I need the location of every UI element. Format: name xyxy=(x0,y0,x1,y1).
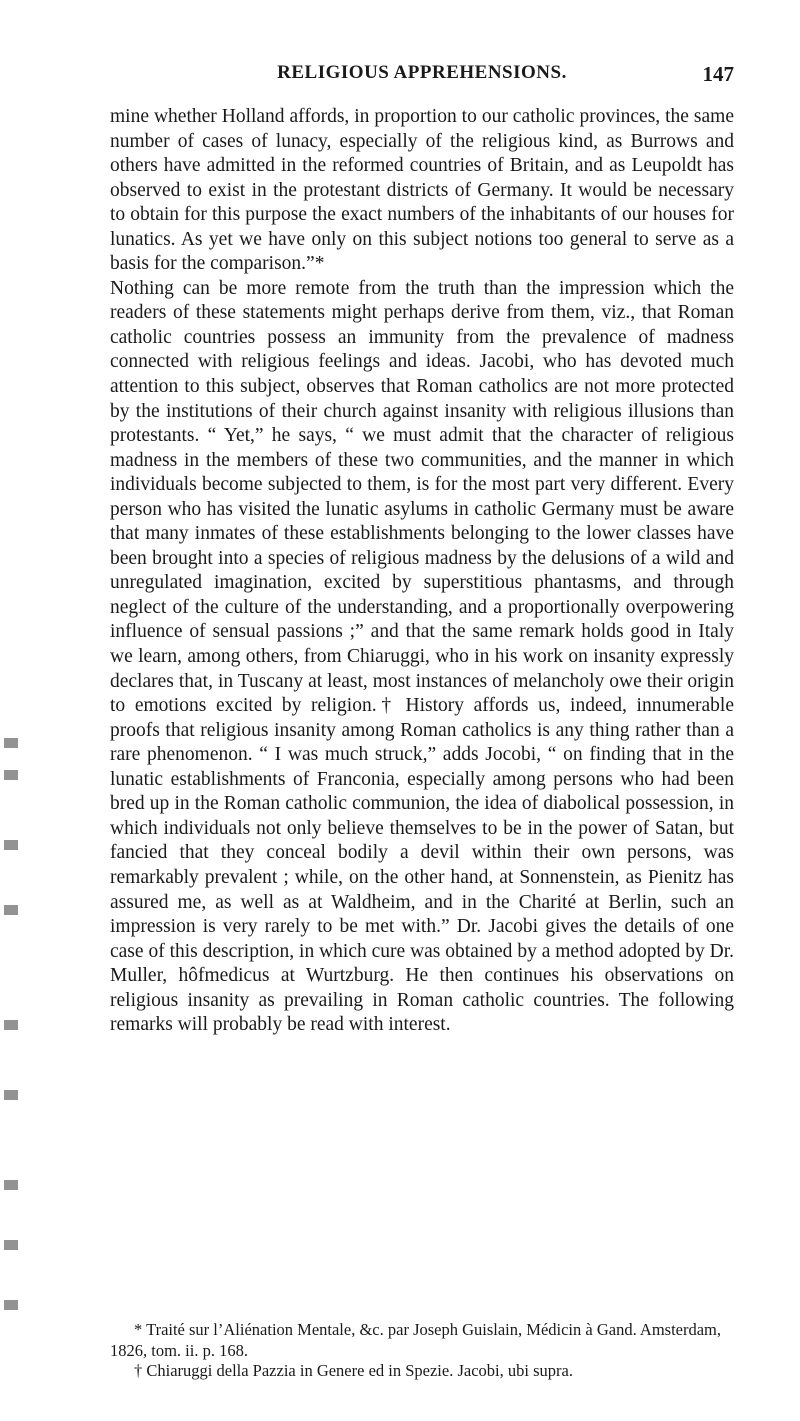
paragraph-continuation: mine whether Holland affords, in proportion to our catholic provinces, the same number of cases of lunacy, especially of the religious kind, as Burrows and others have admitted in the reformed countries of Britain, and as Leupoldt has observed to exist in the protestant districts of Germany. It would be necessary to obtain for this purpose the exact numbers of the inhabitants of our houses for lunatics. As yet we have only on this subject notions too general to serve as a basis for the comparison.”* xyxy=(110,106,734,275)
gutter-mark xyxy=(4,1020,18,1030)
page-number: 147 xyxy=(702,62,734,86)
binding-gutter-marks xyxy=(0,0,26,1421)
body-text xyxy=(110,105,734,1038)
footnote-chiaruggi: † Chiaruggi della Pazzia in Genere ed in Spezie. Jacobi, ubi supra. xyxy=(134,1361,573,1380)
gutter-mark xyxy=(4,738,18,748)
gutter-mark xyxy=(4,1240,18,1250)
gutter-mark xyxy=(4,905,18,915)
paragraph-main: Nothing can be more remote from the truth than the impression which the readers of these statements might perhaps derive from them, viz., that Roman catholic countries possess an immunity from the prevalence of madness connected with religious feelings and ideas. Jacobi, who has devoted much attention to this subject, observes that Roman catholics are not more protected by the institutions of their church against insanity with religious illusions than protestants. “ Yet,” he says, “ we must admit that the character of religious madness in the members of these two communities, and the manner in which individuals become subjected to them, is for the most part very different. Every person who has visited the lunatic asylums in catholic Germany must be aware that many inmates of these establishments belonging to the lower classes have been brought into a species of religious madness by the delusions of a wild and unregulated imagination, excited by superstitious phantasms, and through neglect of the culture of the understanding, and a proportionally overpowering influence of sensual passions ;” and that the same remark holds good in Italy we learn, among others, from Chiaruggi, who in his work on insanity expressly declares that, in Tuscany at least, most instances of melancholy owe their origin to emotions excited by religion.† History affords us, indeed, innumerable proofs that religious insanity among Roman catholics is any thing rather than a rare phenomenon. “ I was much struck,” adds Jocobi, “ on finding that in the lunatic establishments of Franconia, especially among persons who had been bred up in the Roman catholic communion, the idea of diabolical possession, in which individuals not only believe themselves to be in the power of Satan, but fancied that they conceal bodily a devil within their own persons, was remarkably prevalent ; while, on the other hand, at Sonnenstein, as Pienitz has assured me, as well as at Waldheim, and in the Charité at Berlin, such an impression is very rarely to be met with.” Dr. Jacobi gives the details of one case of this description, in which cure was obtained by a method adopted by Dr. Muller, hôfmedicus at Wurtzburg. He then continues his observations on religious insanity as prevailing in Roman catholic countries. The following remarks will probably be read with interest. xyxy=(110,277,734,1036)
footnotes xyxy=(110,1320,734,1382)
gutter-mark xyxy=(4,770,18,780)
page-header xyxy=(110,62,734,90)
gutter-mark xyxy=(4,1090,18,1100)
gutter-mark xyxy=(4,840,18,850)
running-head: RELIGIOUS APPREHENSIONS. xyxy=(277,62,567,83)
gutter-mark xyxy=(4,1180,18,1190)
gutter-mark xyxy=(4,1300,18,1310)
footnote-guislain: * Traité sur l’Aliénation Mentale, &c. par Joseph Guislain, Médicin à Gand. Amsterdam, 1826, tom. ii. p. 168. xyxy=(110,1320,722,1360)
